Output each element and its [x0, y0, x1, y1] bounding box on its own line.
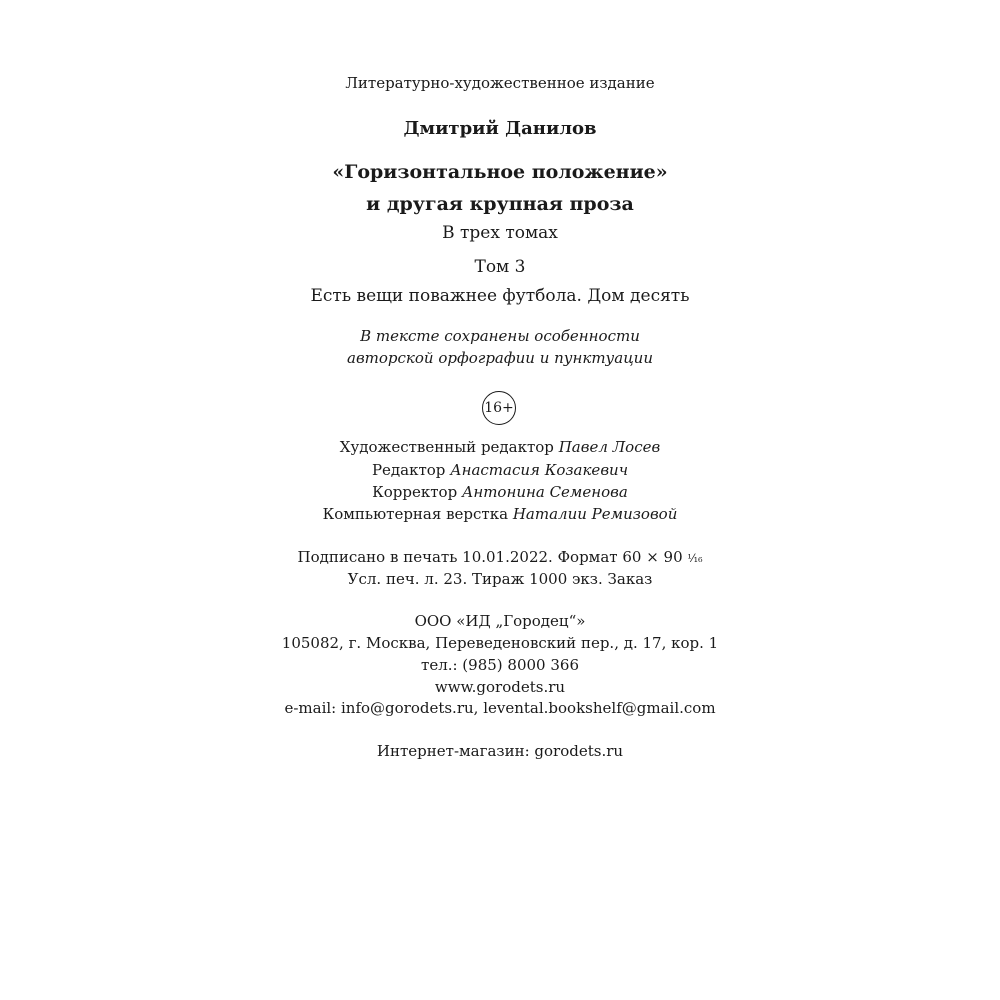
- volume-number: Том 3: [474, 257, 526, 277]
- book-title-line-2: и другая крупная проза: [366, 193, 634, 215]
- online-shop: Интернет-магазин: gorodets.ru: [376, 742, 624, 760]
- print-info-text: Подписано в печать 10.01.2022. Формат 60 × 90: [297, 548, 683, 566]
- spelling-note-line-1: В тексте сохранены особенности: [360, 327, 640, 345]
- volume-title: Есть вещи поважнее футбола. Дом десять: [310, 286, 690, 306]
- credit-role: Компьютерная верстка: [322, 505, 509, 523]
- age-rating-badge: 16+: [482, 391, 516, 425]
- book-title-line-1: «Горизонтальное положение»: [332, 161, 668, 183]
- credit-name: Наталии Ремизовой: [512, 505, 678, 523]
- credit-role: Корректор: [372, 483, 458, 501]
- spelling-note-line-2: авторской орфографии и пунктуации: [347, 349, 653, 367]
- publisher-phone: тел.: (985) 8000 366: [421, 656, 579, 674]
- credit-editor: [0, 460, 1000, 480]
- author-name: Дмитрий Данилов: [403, 118, 597, 139]
- credit-art-editor: [0, 437, 1000, 457]
- credit-role: Редактор: [371, 461, 446, 479]
- credit-layout: [0, 504, 1000, 524]
- credit-name: Павел Лосев: [558, 438, 661, 456]
- credit-name: Антонина Семенова: [461, 483, 628, 501]
- publisher-website: www.gorodets.ru: [434, 678, 566, 696]
- book-subtitle: В трех томах: [442, 223, 558, 243]
- print-format-fraction: ¹⁄₁₆: [687, 552, 703, 565]
- print-info-line-1: [0, 547, 1000, 569]
- edition-type: Литературно-художественное издание: [345, 74, 655, 92]
- print-info-line-2: Усл. печ. л. 23. Тираж 1000 экз. Заказ: [347, 570, 653, 588]
- publisher-address: 105082, г. Москва, Переведеновский пер., д. 17, кор. 1: [281, 634, 719, 652]
- credit-proofreader: [0, 482, 1000, 502]
- credit-role: Художественный редактор: [339, 438, 554, 456]
- publisher-email: e-mail: info@gorodets.ru, levental.bookshelf@gmail.com: [284, 699, 716, 717]
- credit-name: Анастасия Козакевич: [450, 461, 629, 479]
- publisher-name: ООО «ИД „Городец“»: [414, 612, 586, 630]
